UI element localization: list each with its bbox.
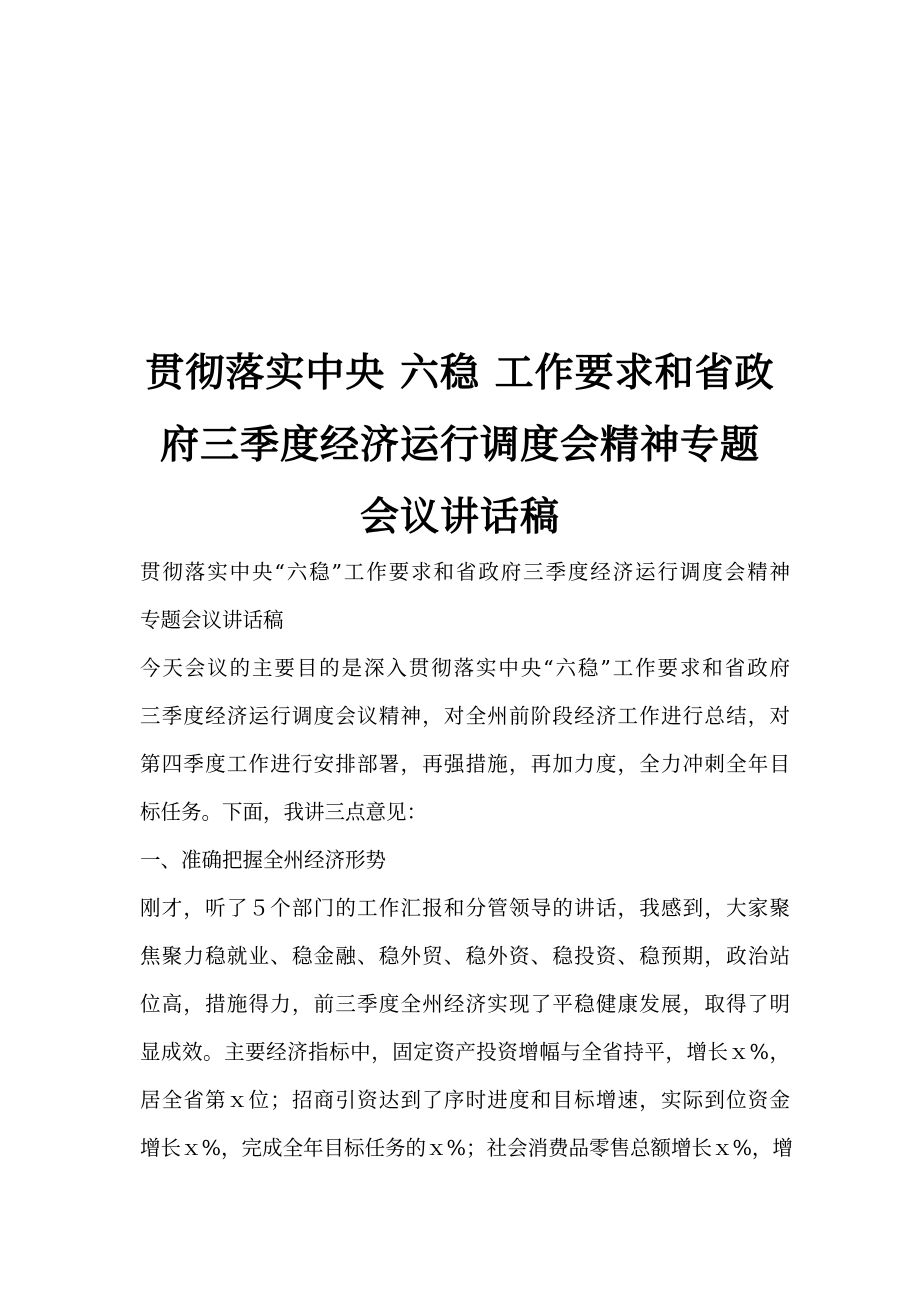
document-title (120, 338, 800, 554)
section-heading: 一、准确把握全州经济形势 (140, 848, 386, 872)
title-line-3: 会议讲话稿 (359, 495, 560, 540)
intro-line-4: 标任务。下面，我讲三点意见： (140, 800, 427, 824)
paragraph-line-3: 位高，措施得力，前三季度全州经济实现了平稳健康发展，取得了明 (140, 992, 790, 1016)
subtitle-line-1: 贯彻落实中央“六稳”工作要求和省政府三季度经济运行调度会精神 (140, 560, 790, 584)
title-line-2: 府三季度经济运行调度会精神专题 (159, 423, 760, 468)
document-body (140, 548, 793, 1172)
intro-line-1: 今天会议的主要目的是深入贯彻落实中央“六稳”工作要求和省政府 (140, 656, 790, 680)
subtitle-line-2: 专题会议讲话稿 (140, 608, 284, 632)
paragraph-line-1: 刚才，听了５个部门的工作汇报和分管领导的讲话，我感到，大家聚 (140, 896, 790, 920)
intro-line-3: 第四季度工作进行安排部署，再强措施，再加力度，全力冲刺全年目 (140, 752, 790, 776)
paragraph-line-4: 显成效。主要经济指标中，固定资产投资增幅与全省持平，增长ｘ%， (140, 1040, 790, 1064)
paragraph-line-2: 焦聚力稳就业、稳金融、稳外贸、稳外资、稳投资、稳预期，政治站 (140, 944, 790, 968)
paragraph-line-5: 居全省第ｘ位；招商引资达到了序时进度和目标增速，实际到位资金 (140, 1088, 790, 1112)
paragraph-line-6: 增长ｘ%，完成全年目标任务的ｘ%；社会消费品零售总额增长ｘ%，增 (140, 1136, 793, 1160)
intro-line-2: 三季度经济运行调度会议精神，对全州前阶段经济工作进行总结，对 (140, 704, 790, 728)
title-line-1: 贯彻落实中央 六稳 工作要求和省政 (145, 351, 775, 396)
